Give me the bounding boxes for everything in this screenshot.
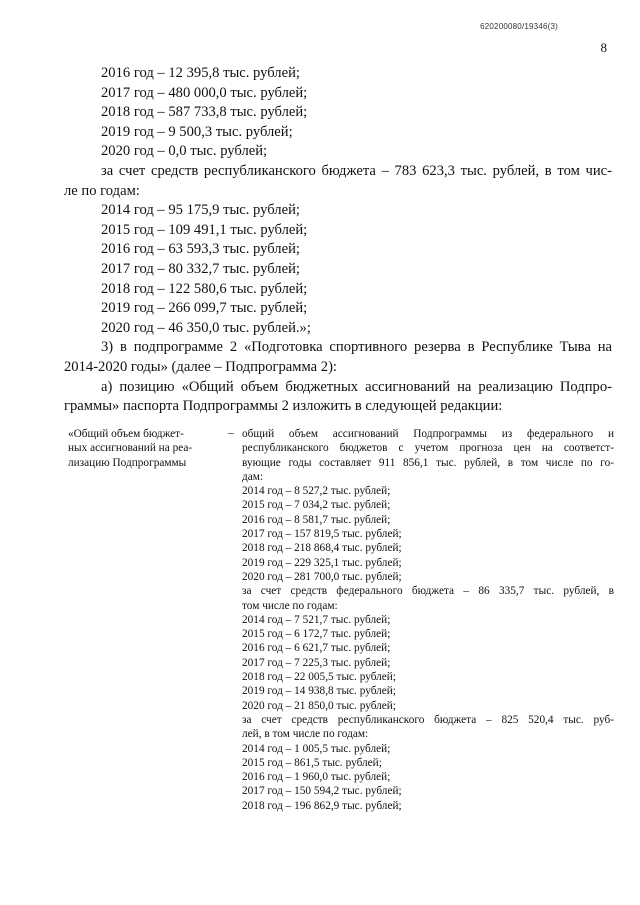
- page-number: 8: [600, 40, 607, 55]
- table-value-line: 2017 год – 7 225,3 тыс. рублей;: [242, 656, 391, 669]
- body-line: 2018 год – 122 580,6 тыс. рублей;: [101, 280, 308, 297]
- table-label-line: ных ассигнований на реа-: [68, 442, 193, 455]
- table-value-line: дам:: [242, 470, 264, 483]
- table-value-line: 2018 год – 218 868,4 тыс. рублей;: [242, 542, 402, 555]
- body-line: 2017 год – 480 000,0 тыс. рублей;: [101, 84, 308, 101]
- table-value-line: 2017 год – 157 819,5 тыс. рублей;: [242, 528, 402, 541]
- table-value-line: 2020 год – 21 850,0 тыс. рублей;: [242, 699, 396, 712]
- table-position-label: [68, 427, 216, 470]
- table-value-line: за счет средств республиканского бюджета – 825 520,4 тыс. руб-: [242, 713, 614, 726]
- table-value-line: 2020 год – 281 700,0 тыс. рублей;: [242, 570, 402, 583]
- body-line: 2018 год – 587 733,8 тыс. рублей;: [101, 104, 308, 121]
- table-value-line: лей, в том числе по годам:: [242, 728, 369, 741]
- table-value-line: общий объем ассигнований Подпрограммы из федерального и: [242, 428, 614, 440]
- table-value-line: том числе по годам:: [242, 599, 338, 612]
- table-value-line: 2016 год – 1 960,0 тыс. рублей;: [242, 771, 391, 784]
- table-label-line: «Общий объем бюджет-: [68, 428, 184, 440]
- table-value-line: 2018 год – 196 862,9 тыс. рублей;: [242, 799, 402, 812]
- table-value-line: 2019 год – 14 938,8 тыс. рублей;: [242, 685, 396, 698]
- table-value-line: вующие годы составляет 911 856,1 тыс. рублей, в том числе по го-: [242, 456, 614, 469]
- body-line: 2016 год – 12 395,8 тыс. рублей;: [101, 65, 300, 81]
- table-value-line: за счет средств федерального бюджета – 86 335,7 тыс. рублей, в: [242, 585, 614, 598]
- table-value-line: 2014 год – 1 005,5 тыс. рублей;: [242, 742, 391, 755]
- body-line: ле по годам:: [64, 182, 140, 199]
- body-text: [64, 64, 612, 417]
- table-dash: –: [228, 427, 234, 439]
- body-line: 2019 год – 9 500,3 тыс. рублей;: [101, 123, 293, 140]
- body-line: 2020 год – 46 350,0 тыс. рублей.»;: [101, 319, 311, 336]
- document-code: 620200080/19346(3): [480, 22, 558, 31]
- body-line: 2017 год – 80 332,7 тыс. рублей;: [101, 260, 300, 277]
- table-value-line: 2016 год – 6 621,7 тыс. рублей;: [242, 642, 391, 655]
- table-value-line: республиканского бюджетов с учетом прогноза цен на соответст-: [242, 442, 614, 455]
- table-value-line: 2014 год – 7 521,7 тыс. рублей;: [242, 613, 391, 626]
- table-value-line: 2018 год – 22 005,5 тыс. рублей;: [242, 671, 396, 684]
- table-value-line: 2014 год – 8 527,2 тыс. рублей;: [242, 485, 391, 498]
- table-value-line: 2015 год – 6 172,7 тыс. рублей;: [242, 628, 391, 641]
- body-line: 3) в подпрограмме 2 «Подготовка спортивного резерва в Республике Тыва на: [101, 339, 612, 356]
- body-line: 2015 год – 109 491,1 тыс. рублей;: [101, 221, 308, 238]
- table-position-value: [242, 427, 614, 813]
- body-line: а) позицию «Общий объем бюджетных ассигнований на реализацию Подпро-: [101, 378, 612, 395]
- table-value-line: 2015 год – 861,5 тыс. рублей;: [242, 756, 382, 769]
- body-line: за счет средств республиканского бюджета – 783 623,3 тыс. рублей, в том чис-: [101, 162, 612, 179]
- body-line: 2019 год – 266 099,7 тыс. рублей;: [101, 300, 308, 317]
- body-line: 2014-2020 годы» (далее – Подпрограмма 2):: [64, 358, 337, 375]
- body-line: 2016 год – 63 593,3 тыс. рублей;: [101, 241, 300, 258]
- table-value-line: 2019 год – 229 325,1 тыс. рублей;: [242, 556, 402, 569]
- table-value-line: 2016 год – 8 581,7 тыс. рублей;: [242, 513, 391, 526]
- table-value-line: 2015 год – 7 034,2 тыс. рублей;: [242, 499, 391, 512]
- body-line: 2020 год – 0,0 тыс. рублей;: [101, 143, 268, 160]
- body-line: граммы» паспорта Подпрограммы 2 изложить в следующей редакции:: [64, 398, 503, 415]
- body-line: 2014 год – 95 175,9 тыс. рублей;: [101, 202, 300, 219]
- table-value-line: 2017 год – 150 594,2 тыс. рублей;: [242, 785, 402, 798]
- table-label-line: лизацию Подпрограммы: [68, 456, 187, 469]
